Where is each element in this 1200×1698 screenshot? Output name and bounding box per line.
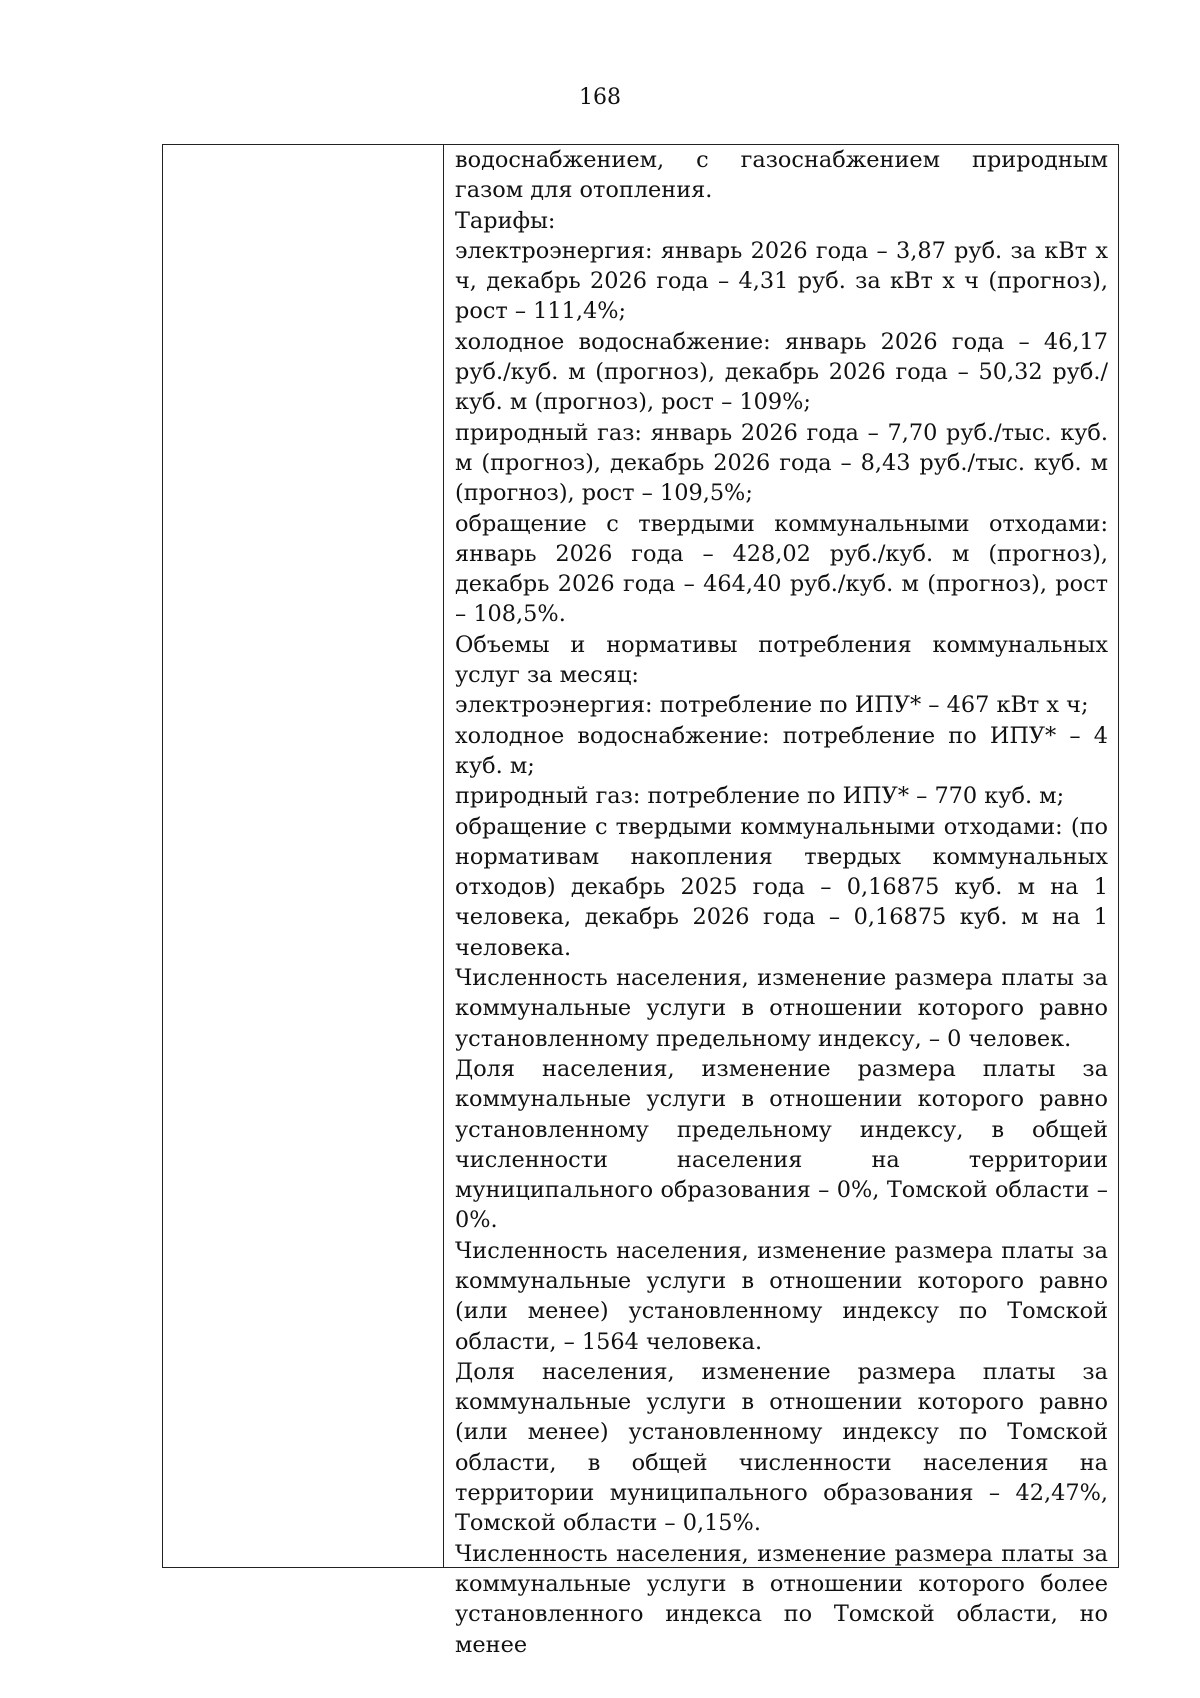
paragraph: электроэнергия: январь 2026 года – 3,87 руб. за кВт х ч, декабрь 2026 года – 4,31 руб. за кВт х ч (прогноз), рост – 111,4%; xyxy=(455,237,1108,325)
paragraph: обращение с твердыми коммунальными отходами: (по нормативам накопления твердых коммунальных отходов) декабрь 2025 года – 0,16875 куб. м на 1 человека, декабрь 2026 года – 0,16875 куб. м на 1 человека. xyxy=(455,813,1108,961)
paragraph: Численность населения, изменение размера платы за коммунальные услуги в отношении которого равно установленному предельному индексу, – 0 человек. xyxy=(455,965,1108,1052)
table-cell-right xyxy=(444,145,1118,1658)
paragraph: холодное водоснабжение: январь 2026 года – 46,17 руб./куб. м (прогноз), декабрь 2026 года – 50,32 руб./куб. м (прогноз), рост – 109%; xyxy=(455,328,1108,416)
paragraph: природный газ: январь 2026 года – 7,70 руб./тыс. куб. м (прогноз), декабрь 2026 года – 8,43 руб./тыс. куб. м (прогноз), рост – 109,5%; xyxy=(455,419,1108,507)
paragraph: Доля населения, изменение размера платы за коммунальные услуги в отношении которого равно установленному предельному индексу, в общей численности населения на территории муниципального образования – 0%, Томской области – 0%. xyxy=(455,1055,1108,1234)
paragraph: электроэнергия: потребление по ИПУ* – 467 кВт х ч; xyxy=(455,692,1089,719)
paragraph: холодное водоснабжение: потребление по ИПУ* – 4 куб. м; xyxy=(455,722,1108,779)
paragraph: Тарифы: xyxy=(455,207,556,234)
paragraph: обращение с твердыми коммунальными отходами: январь 2026 года – 428,02 руб./куб. м (прогноз), декабрь 2026 года – 464,40 руб./куб. м (прогноз), рост – 108,5%. xyxy=(455,510,1108,628)
paragraph: Численность населения, изменение размера платы за коммунальные услуги в отношении которого равно (или менее) установленному индексу по Томской области, – 1564 человека. xyxy=(455,1237,1108,1355)
document-table xyxy=(162,144,1119,1658)
page-number: 168 xyxy=(579,85,621,110)
table-cell-left xyxy=(163,145,444,1567)
paragraph: Объемы и нормативы потребления коммунальных услуг за месяц: xyxy=(455,631,1108,689)
paragraph: Численность населения, изменение размера платы за коммунальные услуги в отношении которого более установленного индекса по Томской области, но менее xyxy=(455,1540,1108,1658)
paragraph: природный газ: потребление по ИПУ* – 770 куб. м; xyxy=(455,783,1065,810)
paragraph: водоснабжением, с газоснабжением природным газом для отопления. xyxy=(455,147,1108,204)
paragraph: Доля населения, изменение размера платы за коммунальные услуги в отношении которого равно (или менее) установленному индексу по Томской области, в общей численности населения на территории муниципального образования – 42,47%, Томской области – 0,15%. xyxy=(455,1358,1108,1537)
